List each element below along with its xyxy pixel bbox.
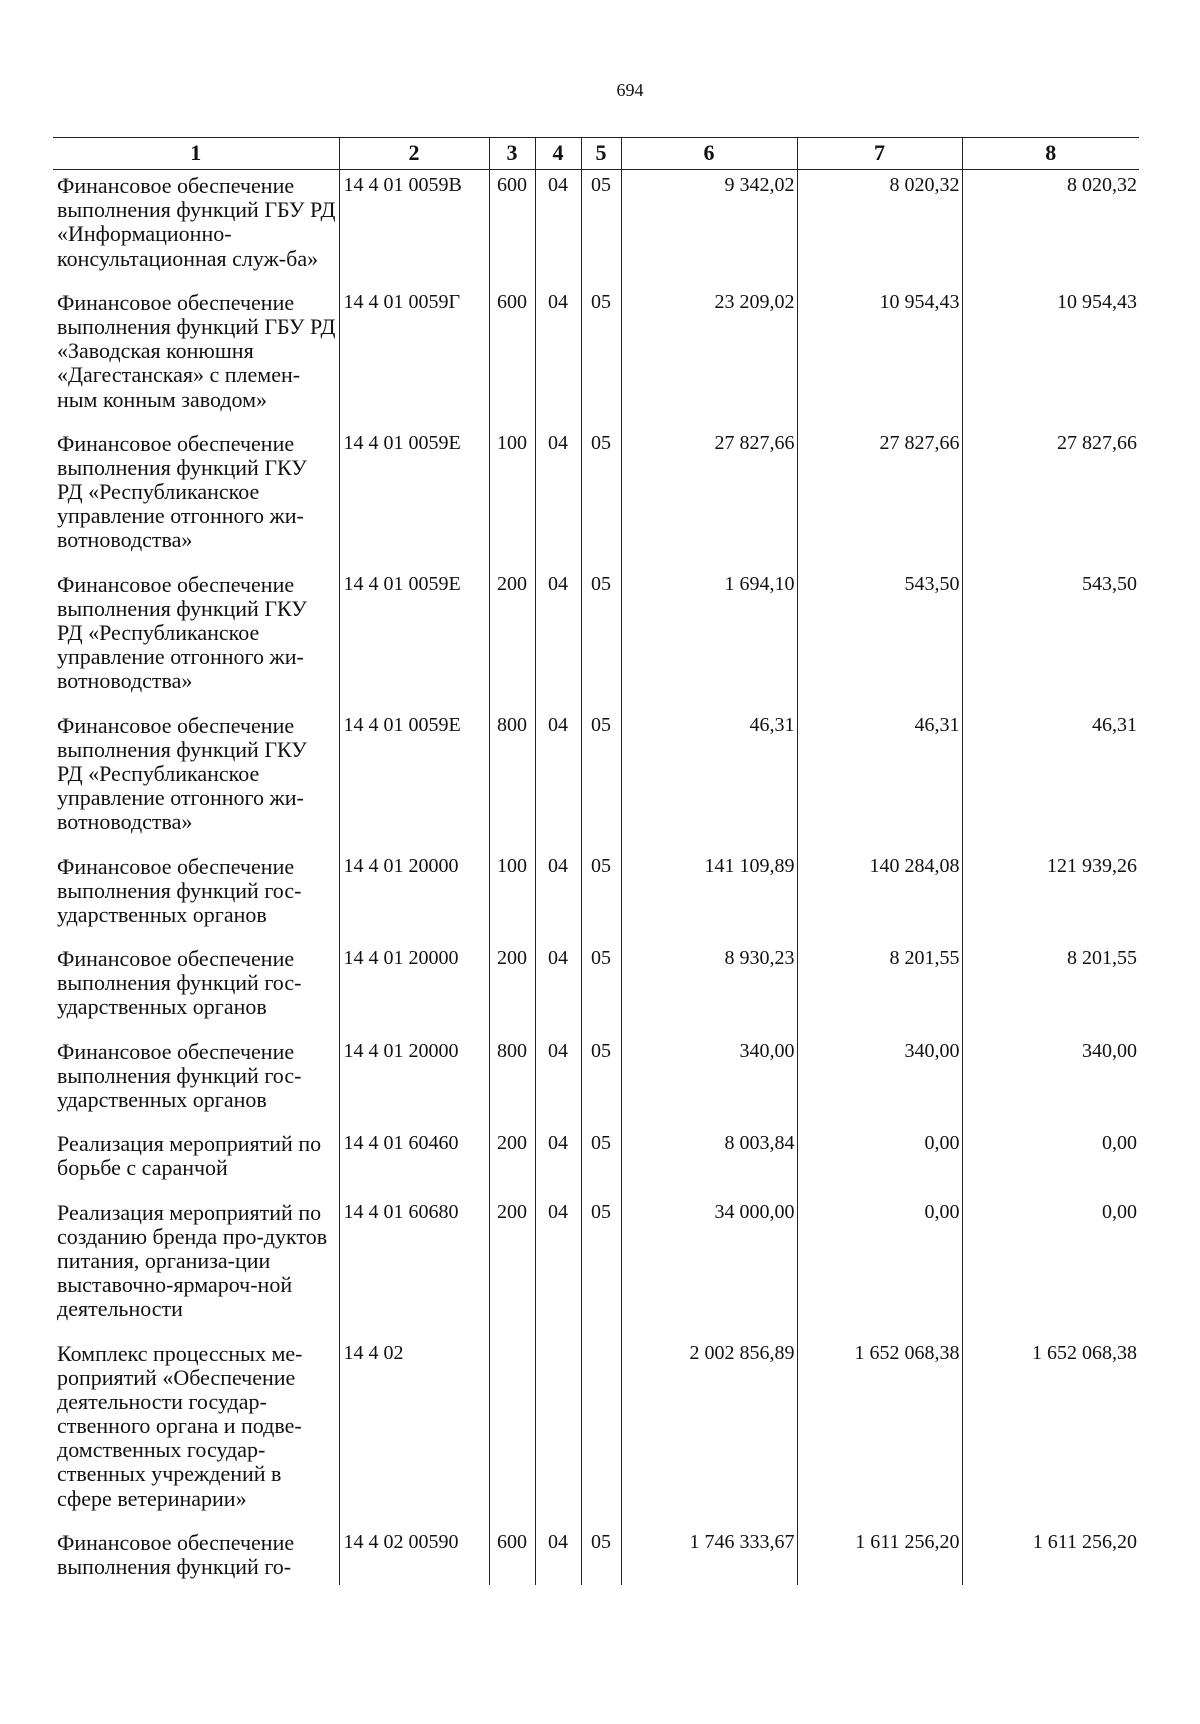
row-name: Реализация мероприятий по созданию бренда про-дуктов питания, организа-ции выставочно-ярмароч-ной деятельности [57,1199,328,1322]
row-code: 14 4 02 00590 [339,1527,489,1585]
row-col5: 05 [581,170,621,287]
row-name: Финансовое обеспечение выполнения функций ГКУ РД «Республиканское управление отгонного жи-вотноводства» [57,712,307,835]
row-col5: 05 [581,943,621,1036]
row-col8: 8 020,32 [962,170,1139,287]
row-col6: 8 003,84 [621,1128,797,1196]
row-col7: 543,50 [797,569,962,710]
row-col5: 05 [581,428,621,569]
row-col7: 27 827,66 [797,428,962,569]
row-code: 14 4 01 20000 [339,851,489,944]
row-col8: 340,00 [962,1036,1139,1129]
row-col5: 05 [581,569,621,710]
row-col6: 8 930,23 [621,943,797,1036]
row-code: 14 4 01 0059Е [339,569,489,710]
row-col8: 0,00 [962,1128,1139,1196]
row-col5: 05 [581,1527,621,1585]
row-col7: 1 611 256,20 [797,1527,962,1585]
row-col6: 46,31 [621,710,797,851]
budget-table [53,137,1139,1585]
row-col7: 140 284,08 [797,851,962,944]
row-col5: 05 [581,851,621,944]
row-code: 14 4 01 60680 [339,1197,489,1338]
row-col4: 04 [535,1527,581,1585]
row-name: Финансовое обеспечение выполнения функций го- [57,1529,295,1579]
row-col6: 2 002 856,89 [621,1338,797,1527]
row-name: Финансовое обеспечение выполнения функций гос-ударственных органов [57,1038,302,1112]
table-row [53,428,1139,569]
row-name: Финансовое обеспечение выполнения функций гос-ударственных органов [57,853,302,927]
table-row [53,1128,1139,1196]
row-name: Финансовое обеспечение выполнения функций ГБУ РД «Информационно-консультационная служ-ба» [57,173,336,271]
table-row [53,1527,1139,1585]
row-col3: 200 [489,569,535,710]
page-number: 694 [616,80,644,100]
row-code: 14 4 01 20000 [339,1036,489,1129]
row-code: 14 4 01 60460 [339,1128,489,1196]
row-name: Реализация мероприятий по борьбе с саранчой [57,1131,322,1181]
table-row [53,1197,1139,1338]
row-col5: 05 [581,710,621,851]
row-col3: 800 [489,710,535,851]
row-code: 14 4 01 0059Г [339,287,489,428]
row-col4: 04 [535,851,581,944]
table-row [53,851,1139,944]
row-col4: 04 [535,1036,581,1129]
row-col8: 1 611 256,20 [962,1527,1139,1585]
row-col8: 0,00 [962,1197,1139,1338]
row-col6: 1 746 333,67 [621,1527,797,1585]
row-col3: 100 [489,851,535,944]
row-col3: 200 [489,943,535,1036]
column-header: 2 [339,138,489,170]
row-code: 14 4 02 [339,1338,489,1527]
column-header: 4 [535,138,581,170]
table-header-row [53,138,1139,170]
row-col7: 1 652 068,38 [797,1338,962,1527]
row-col4: 04 [535,170,581,287]
row-col7: 10 954,43 [797,287,962,428]
row-col5: 05 [581,1036,621,1129]
row-col7: 8 020,32 [797,170,962,287]
table-row [53,710,1139,851]
row-col4: 04 [535,428,581,569]
row-col7: 0,00 [797,1197,962,1338]
table-row [53,170,1139,287]
row-col8: 121 939,26 [962,851,1139,944]
row-col3: 100 [489,428,535,569]
row-col4: 04 [535,287,581,428]
table-row [53,1338,1139,1527]
row-col8: 27 827,66 [962,428,1139,569]
table-row [53,943,1139,1036]
table-row [53,1036,1139,1129]
column-header: 5 [581,138,621,170]
row-code: 14 4 01 20000 [339,943,489,1036]
row-col6: 9 342,02 [621,170,797,287]
row-code: 14 4 01 0059В [339,170,489,287]
row-name: Финансовое обеспечение выполнения функций ГКУ РД «Республиканское управление отгонного жи-вотноводства» [57,430,307,553]
row-col4: 04 [535,569,581,710]
column-header: 6 [621,138,797,170]
row-col8: 543,50 [962,569,1139,710]
row-name: Комплекс процессных ме-роприятий «Обеспечение деятельности государ-ственного органа и подве-домственных государ-ственных учреждений в сфере ветеринарии» [57,1340,303,1511]
row-col7: 46,31 [797,710,962,851]
row-col3: 600 [489,170,535,287]
row-col6: 141 109,89 [621,851,797,944]
row-name: Финансовое обеспечение выполнения функций гос-ударственных органов [57,946,302,1020]
row-col8: 10 954,43 [962,287,1139,428]
row-col3: 800 [489,1036,535,1129]
row-col4: 04 [535,1197,581,1338]
row-col3: 200 [489,1128,535,1196]
row-col3: 200 [489,1197,535,1338]
row-col4: 04 [535,1128,581,1196]
row-col5: 05 [581,1128,621,1196]
row-col5 [581,1338,621,1527]
row-col5: 05 [581,1197,621,1338]
row-col3: 600 [489,287,535,428]
row-col4: 04 [535,710,581,851]
row-name: Финансовое обеспечение выполнения функций ГКУ РД «Республиканское управление отгонного жи-вотноводства» [57,571,307,694]
row-col4: 04 [535,943,581,1036]
column-header: 1 [53,138,339,170]
row-col6: 23 209,02 [621,287,797,428]
row-col8: 8 201,55 [962,943,1139,1036]
row-col6: 34 000,00 [621,1197,797,1338]
row-col8: 46,31 [962,710,1139,851]
row-col6: 340,00 [621,1036,797,1129]
row-col4 [535,1338,581,1527]
row-col8: 1 652 068,38 [962,1338,1139,1527]
row-code: 14 4 01 0059Е [339,710,489,851]
row-col7: 340,00 [797,1036,962,1129]
table-row [53,569,1139,710]
row-name: Финансовое обеспечение выполнения функций ГБУ РД «Заводская конюшня «Дагестанская» с племен-ным конным заводом» [57,289,336,412]
column-header: 3 [489,138,535,170]
row-col6: 27 827,66 [621,428,797,569]
row-col3 [489,1338,535,1527]
table-row [53,287,1139,428]
column-header: 8 [962,138,1139,170]
row-col5: 05 [581,287,621,428]
row-col7: 0,00 [797,1128,962,1196]
row-col6: 1 694,10 [621,569,797,710]
row-col3: 600 [489,1527,535,1585]
row-code: 14 4 01 0059Е [339,428,489,569]
row-col7: 8 201,55 [797,943,962,1036]
column-header: 7 [797,138,962,170]
